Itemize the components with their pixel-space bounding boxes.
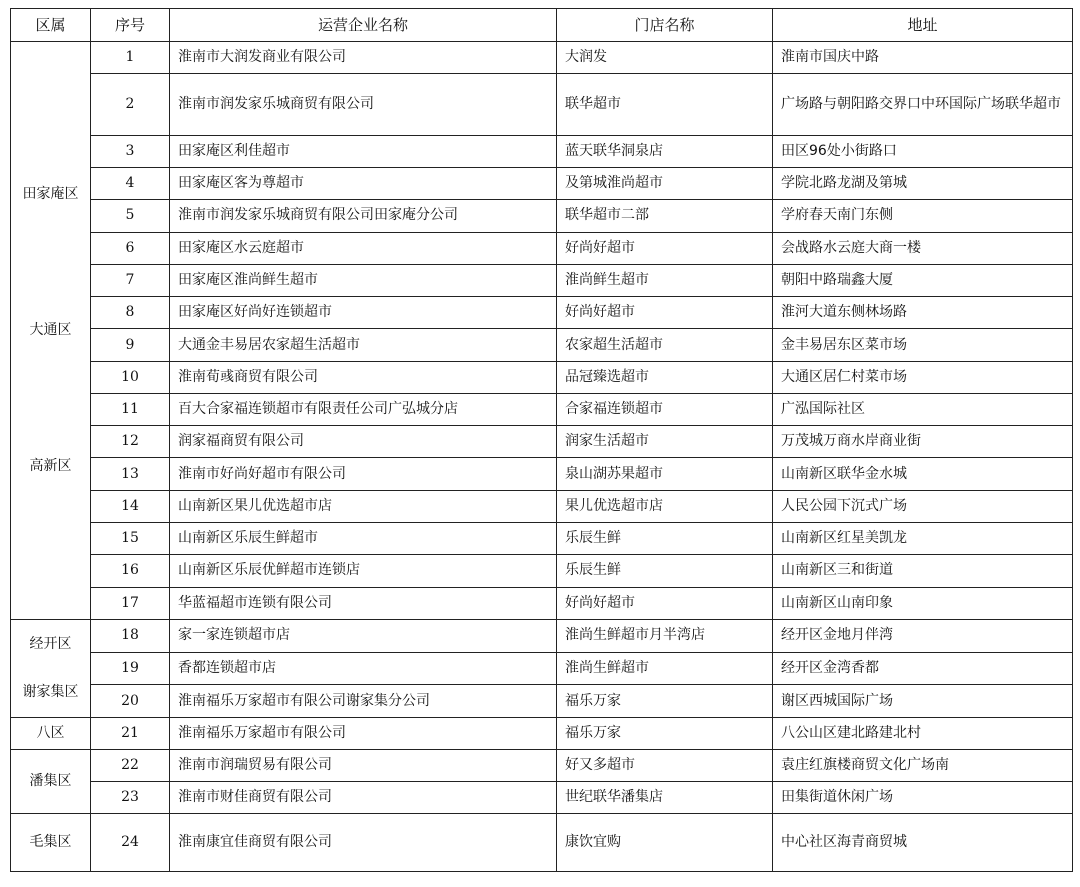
row-address: 广泓国际社区 [773,393,1073,425]
row-address: 学院北路龙湖及第城 [773,168,1073,200]
row-store: 润家生活超市 [557,426,773,458]
row-address: 广场路与朝阳路交界口中环国际广场联华超市 [773,74,1073,136]
district-jingkai: 经开区 [29,635,72,652]
row-company: 淮南康宜佳商贸有限公司 [170,814,557,872]
table-row [11,685,1073,718]
table-row [11,782,1073,814]
row-company: 淮南市财佳商贸有限公司 [170,782,557,814]
row-seq: 1 [91,42,170,74]
district-cell-west [11,620,91,718]
row-address: 淮河大道东侧林场路 [773,297,1073,329]
row-store: 好尚好超市 [557,297,773,329]
row-seq: 19 [91,652,170,685]
row-store: 联华超市 [557,74,773,136]
row-seq: 9 [91,329,170,361]
row-store: 淮尚生鲜超市 [557,652,773,685]
district-gaoxin: 高新区 [29,458,72,475]
row-store: 联华超市二部 [557,200,773,232]
row-seq: 18 [91,620,170,653]
table-row [11,297,1073,329]
row-seq: 17 [91,587,170,619]
table-row [11,361,1073,393]
row-address: 人民公园下沉式广场 [773,490,1073,522]
row-company: 山南新区乐辰生鲜超市 [170,522,557,554]
row-address: 朝阳中路瑞鑫大厦 [773,264,1073,296]
table-row [11,135,1073,167]
district-xiejiaji: 谢家集区 [22,684,79,701]
table-row [11,393,1073,425]
row-company: 山南新区果儿优选超市店 [170,490,557,522]
table-row [11,490,1073,522]
row-company: 淮南荀彧商贸有限公司 [170,361,557,393]
row-seq: 21 [91,718,170,750]
row-seq: 24 [91,814,170,872]
row-seq: 13 [91,458,170,490]
row-store: 好又多超市 [557,750,773,782]
header-seq: 序号 [91,9,170,42]
row-seq: 4 [91,168,170,200]
table-row [11,814,1073,872]
row-address: 八公山区建北路建北村 [773,718,1073,750]
row-company: 淮南市好尚好超市有限公司 [170,458,557,490]
row-seq: 12 [91,426,170,458]
row-store: 大润发 [557,42,773,74]
row-company: 田家庵区客为尊超市 [170,168,557,200]
row-store: 世纪联华潘集店 [557,782,773,814]
district-cell-central [11,42,91,620]
row-store: 及第城淮尚超市 [557,168,773,200]
row-seq: 6 [91,232,170,264]
row-company: 百大合家福连锁超市有限责任公司广弘城分店 [170,393,557,425]
district-tianjiaan: 田家庵区 [22,185,79,202]
row-seq: 20 [91,685,170,718]
row-store: 乐辰生鲜 [557,555,773,587]
row-company: 田家庵区利佳超市 [170,135,557,167]
row-company: 大通金丰易居农家超生活超市 [170,329,557,361]
row-seq: 8 [91,297,170,329]
row-company: 淮南市大润发商业有限公司 [170,42,557,74]
row-store: 泉山湖苏果超市 [557,458,773,490]
table-row [11,329,1073,361]
row-company: 山南新区乐辰优鲜超市连锁店 [170,555,557,587]
row-address: 淮南市国庆中路 [773,42,1073,74]
table-row [11,522,1073,554]
row-address: 山南新区山南印象 [773,587,1073,619]
table-row [11,458,1073,490]
header-address: 地址 [773,9,1073,42]
row-store: 康饮宜购 [557,814,773,872]
row-seq: 11 [91,393,170,425]
row-company: 田家庵区淮尚鲜生超市 [170,264,557,296]
header-district: 区属 [11,9,91,42]
row-seq: 3 [91,135,170,167]
table-row [11,200,1073,232]
table-row [11,652,1073,685]
row-company: 淮南福乐万家超市有限公司谢家集分公司 [170,685,557,718]
table-row [11,74,1073,136]
stores-table [10,8,1073,872]
row-seq: 5 [91,200,170,232]
row-address: 中心社区海青商贸城 [773,814,1073,872]
row-company: 田家庵区好尚好连锁超市 [170,297,557,329]
table-row [11,750,1073,782]
row-store: 农家超生活超市 [557,329,773,361]
row-company: 香都连锁超市店 [170,652,557,685]
row-company: 田家庵区水云庭超市 [170,232,557,264]
row-store: 好尚好超市 [557,232,773,264]
table-row [11,232,1073,264]
row-address: 山南新区红星美凯龙 [773,522,1073,554]
row-store: 淮尚生鲜超市月半湾店 [557,620,773,653]
row-address: 田集街道休闲广场 [773,782,1073,814]
row-company: 润家福商贸有限公司 [170,426,557,458]
row-store: 淮尚鲜生超市 [557,264,773,296]
table-row [11,426,1073,458]
row-address: 山南新区联华金水城 [773,458,1073,490]
row-store: 蓝天联华洞泉店 [557,135,773,167]
row-address: 金丰易居东区菜市场 [773,329,1073,361]
row-address: 大通区居仁村菜市场 [773,361,1073,393]
row-store: 品冠臻选超市 [557,361,773,393]
district-bagong: 八区 [11,718,91,750]
row-seq: 2 [91,74,170,136]
row-store: 乐辰生鲜 [557,522,773,554]
row-store: 合家福连锁超市 [557,393,773,425]
table-row [11,718,1073,750]
row-company: 淮南市润发家乐城商贸有限公司田家庵分公司 [170,200,557,232]
row-company: 淮南市润瑞贸易有限公司 [170,750,557,782]
district-maoji: 毛集区 [11,814,91,872]
row-seq: 16 [91,555,170,587]
district-panji: 潘集区 [11,750,91,814]
row-address: 学府春天南门东侧 [773,200,1073,232]
row-address: 田区96处小街路口 [773,135,1073,167]
row-seq: 22 [91,750,170,782]
row-address: 经开区金湾香都 [773,652,1073,685]
row-store: 好尚好超市 [557,587,773,619]
row-company: 淮南市润发家乐城商贸有限公司 [170,74,557,136]
table-header-row [11,9,1073,42]
table-row [11,264,1073,296]
header-company: 运营企业名称 [170,9,557,42]
table-row [11,555,1073,587]
table-row [11,168,1073,200]
row-address: 袁庄红旗楼商贸文化广场南 [773,750,1073,782]
row-seq: 23 [91,782,170,814]
row-company: 淮南福乐万家超市有限公司 [170,718,557,750]
row-store: 福乐万家 [557,685,773,718]
table-row [11,42,1073,74]
row-address: 谢区西城国际广场 [773,685,1073,718]
header-store: 门店名称 [557,9,773,42]
district-datong: 大通区 [29,321,72,338]
row-store: 果儿优选超市店 [557,490,773,522]
row-address: 山南新区三和街道 [773,555,1073,587]
row-seq: 10 [91,361,170,393]
row-address: 万茂城万商水岸商业街 [773,426,1073,458]
row-seq: 7 [91,264,170,296]
row-seq: 15 [91,522,170,554]
row-address: 经开区金地月伴湾 [773,620,1073,653]
row-company: 华蓝福超市连锁有限公司 [170,587,557,619]
row-seq: 14 [91,490,170,522]
table-row [11,620,1073,653]
row-company: 家一家连锁超市店 [170,620,557,653]
row-store: 福乐万家 [557,718,773,750]
row-address: 会战路水云庭大商一楼 [773,232,1073,264]
table-row [11,587,1073,619]
